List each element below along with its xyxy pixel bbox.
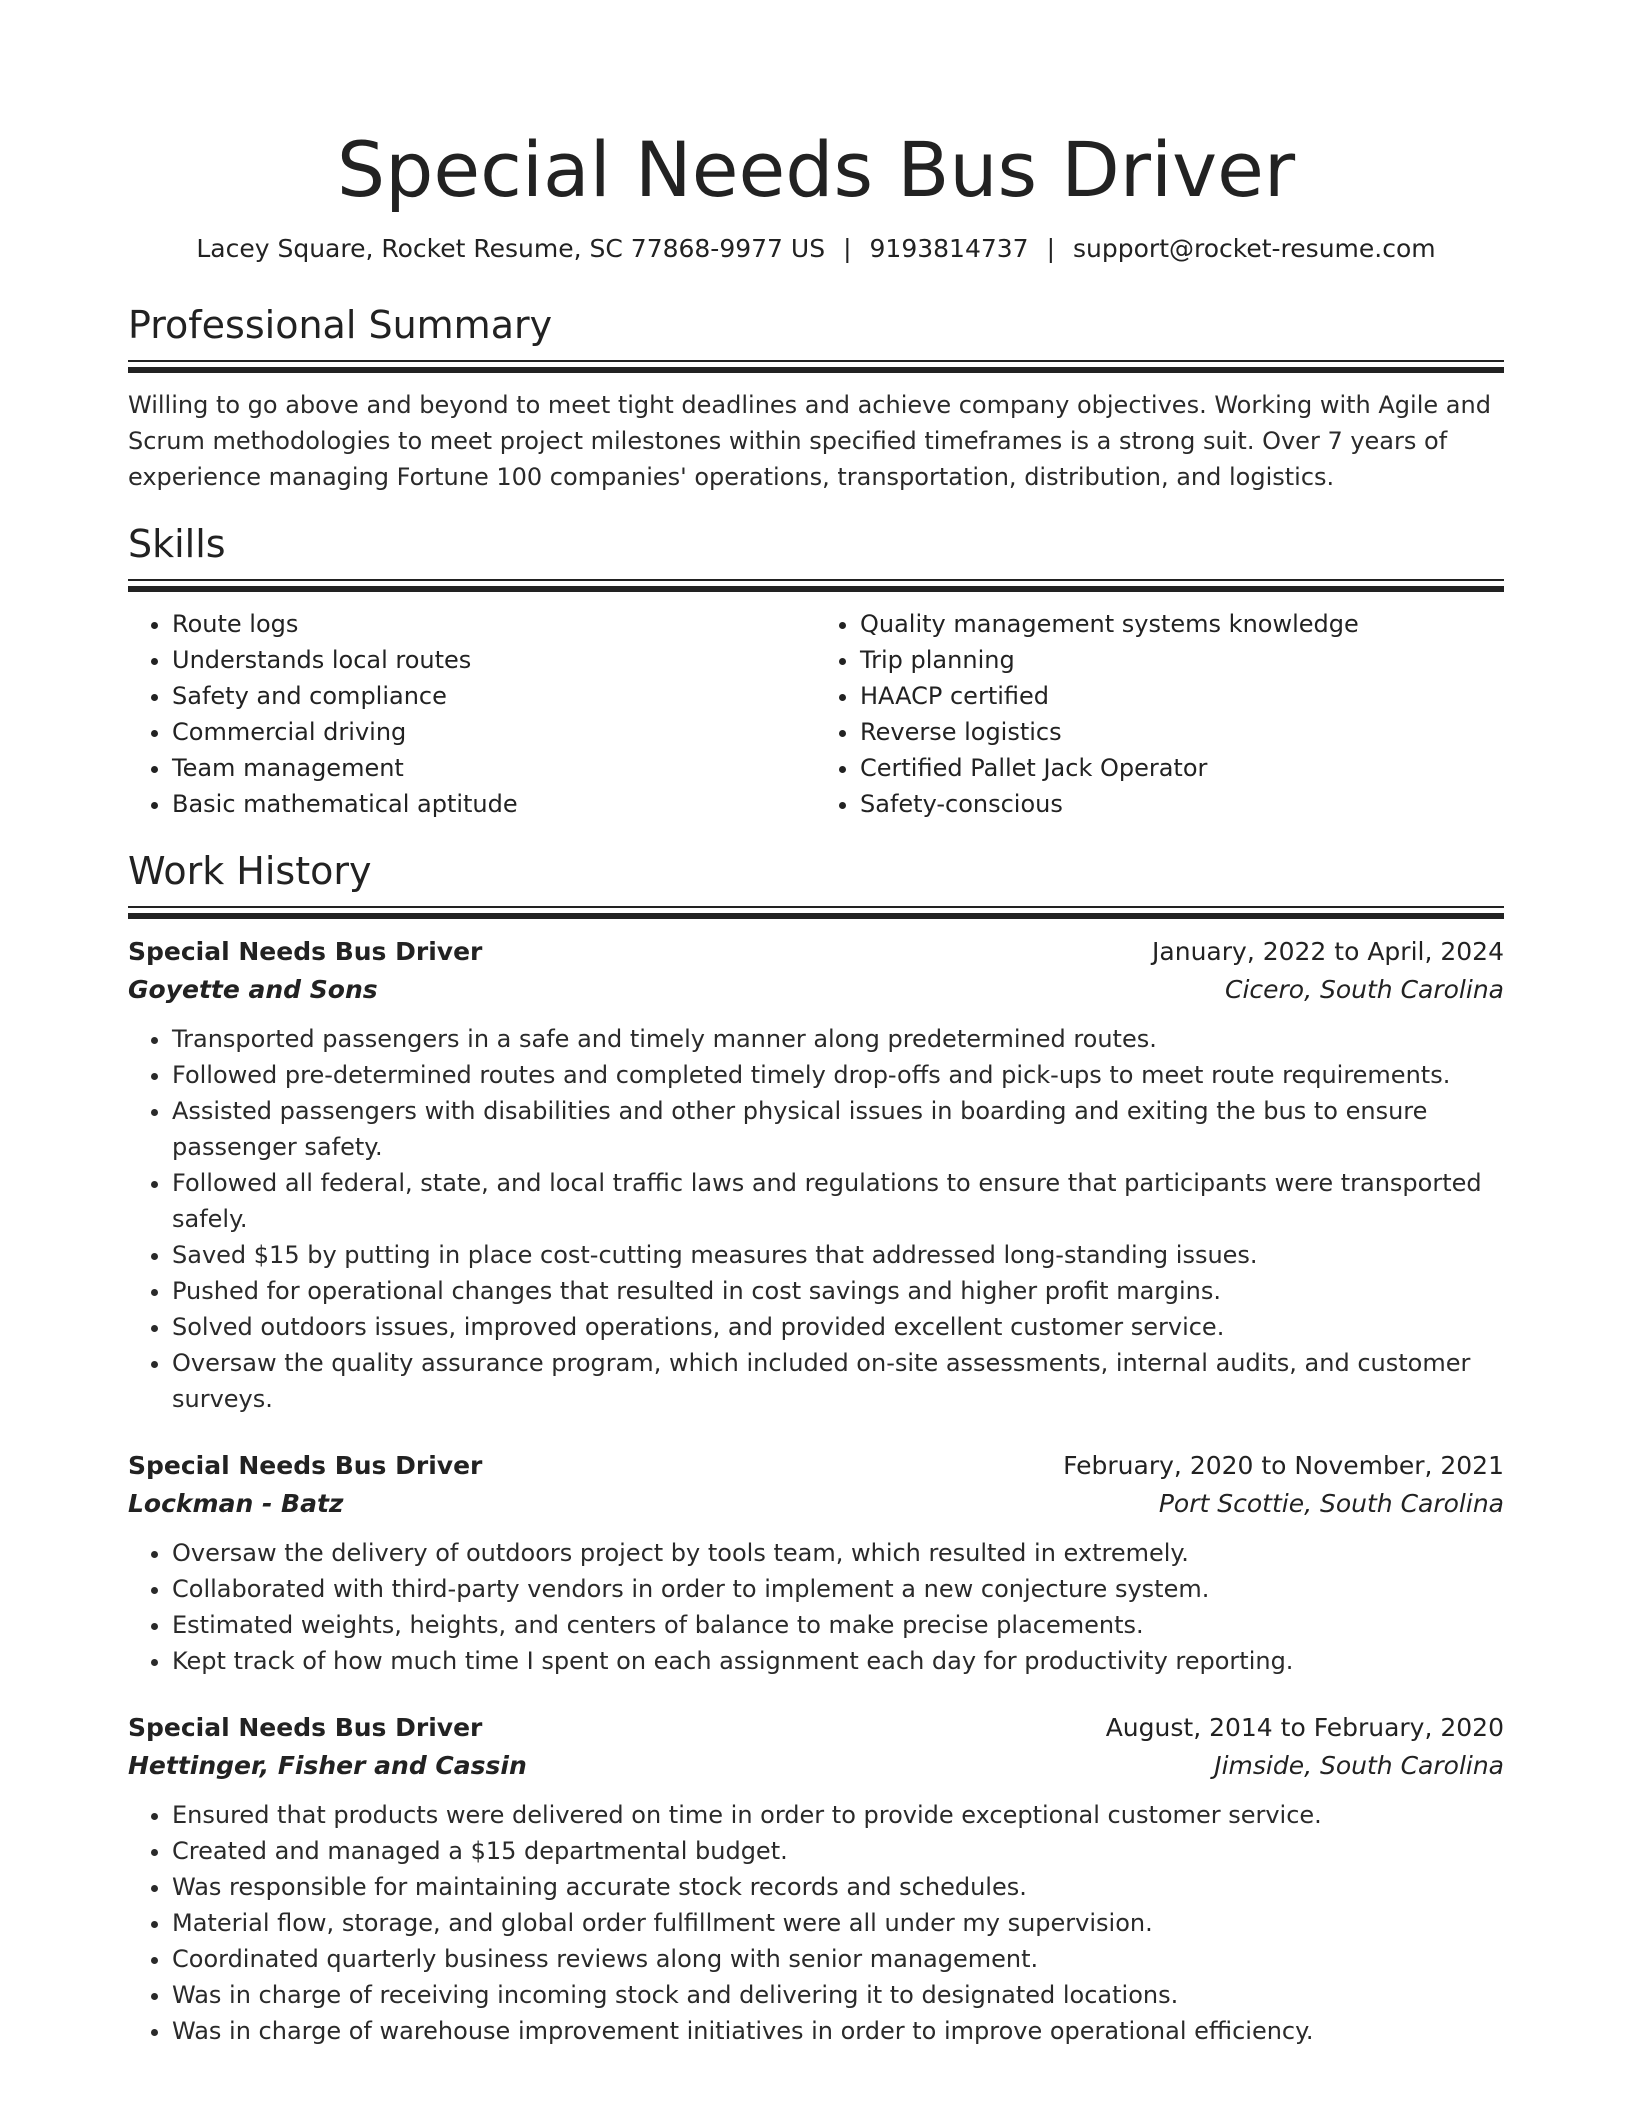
skill-item: • Trip planning: [860, 642, 1504, 678]
job-bullet: • Oversaw the delivery of outdoors project by tools team, which resulted in extremely.: [172, 1535, 1504, 1571]
resume-page: [128, 0, 1504, 2049]
job-location: Jimside, South Carolina: [1214, 1751, 1504, 1780]
job-bullets: [128, 1797, 1504, 2049]
job-header: [128, 933, 1504, 971]
skill-item: • Route logs: [172, 606, 816, 642]
skills-list-right: [816, 606, 1504, 822]
job-title: Special Needs Bus Driver: [128, 1451, 483, 1480]
job-dates: January, 2022 to April, 2024: [1152, 937, 1504, 966]
section-divider: [128, 360, 1504, 373]
job-bullet: • Coordinated quarterly business reviews along with senior management.: [172, 1941, 1504, 1977]
skill-item: • Reverse logistics: [860, 714, 1504, 750]
job-company: Hettinger, Fisher and Cassin: [128, 1751, 527, 1780]
section-divider: [128, 579, 1504, 592]
job-bullet: • Was responsible for maintaining accurate stock records and schedules.: [172, 1869, 1504, 1905]
job-bullet: • Was in charge of warehouse improvement initiatives in order to improve operational efficiency.: [172, 2013, 1504, 2049]
job-bullet: • Created and managed a $15 departmental budget.: [172, 1833, 1504, 1869]
contact-separator: |: [1046, 234, 1056, 263]
summary-section: [128, 300, 1504, 495]
section-title-work-history: Work History: [128, 849, 372, 893]
job-bullet: • Kept track of how much time I spent on each assignment each day for productivity reporting.: [172, 1643, 1504, 1679]
job-location: Cicero, South Carolina: [1224, 975, 1504, 1004]
job-header: [128, 1447, 1504, 1485]
section-divider: [128, 906, 1504, 919]
job-bullet: • Ensured that products were delivered on time in order to provide exceptional customer service.: [172, 1797, 1504, 1833]
work-history-section: [128, 846, 1504, 2049]
job-bullet: • Collaborated with third-party vendors in order to implement a new conjecture system.: [172, 1571, 1504, 1607]
resume-name: Special Needs Bus Driver: [336, 125, 1296, 214]
job-bullet: • Assisted passengers with disabilities and other physical issues in boarding and exiting the bus to ensure passenger safety.: [172, 1093, 1504, 1165]
job-bullet: • Was in charge of receiving incoming stock and delivering it to designated locations.: [172, 1977, 1504, 2013]
section-title-skills: Skills: [128, 522, 226, 566]
contact-phone: 9193814737: [869, 234, 1029, 263]
skill-item: • Quality management systems knowledge: [860, 606, 1504, 642]
job-subheader: [128, 1747, 1504, 1785]
job-bullets: [128, 1021, 1504, 1417]
job-entry: [128, 1709, 1504, 2049]
job-bullets: [128, 1535, 1504, 1679]
job-bullet: • Estimated weights, heights, and centers of balance to make precise placements.: [172, 1607, 1504, 1643]
skill-item: • Certified Pallet Jack Operator: [860, 750, 1504, 786]
job-bullet: • Followed pre-determined routes and completed timely drop-offs and pick-ups to meet route requirements.: [172, 1057, 1504, 1093]
contact-email: support@rocket-resume.com: [1073, 234, 1436, 263]
skills-list-left: [128, 606, 816, 822]
job-entry: [128, 933, 1504, 1417]
skills-columns: [128, 606, 1504, 822]
job-dates: February, 2020 to November, 2021: [1063, 1451, 1504, 1480]
job-bullet: • Oversaw the quality assurance program, which included on-site assessments, internal audits, and customer surveys.: [172, 1345, 1504, 1417]
job-company: Goyette and Sons: [128, 975, 378, 1004]
job-header: [128, 1709, 1504, 1747]
skill-item: • Commercial driving: [172, 714, 816, 750]
skill-item: • Team management: [172, 750, 816, 786]
job-title: Special Needs Bus Driver: [128, 937, 483, 966]
skill-item: • Basic mathematical aptitude: [172, 786, 816, 822]
job-dates: August, 2014 to February, 2020: [1105, 1713, 1504, 1742]
job-company: Lockman - Batz: [128, 1489, 344, 1518]
skill-item: • Safety-conscious: [860, 786, 1504, 822]
job-entry: [128, 1447, 1504, 1679]
job-bullet: • Transported passengers in a safe and timely manner along predetermined routes.: [172, 1021, 1504, 1057]
skill-item: • Safety and compliance: [172, 678, 816, 714]
job-bullet: • Pushed for operational changes that resulted in cost savings and higher profit margins.: [172, 1273, 1504, 1309]
job-subheader: [128, 971, 1504, 1009]
contact-separator: |: [843, 234, 852, 263]
skill-item: • HAACP certified: [860, 678, 1504, 714]
section-title-summary: Professional Summary: [128, 303, 553, 347]
job-location: Port Scottie, South Carolina: [1158, 1489, 1504, 1518]
job-title: Special Needs Bus Driver: [128, 1713, 483, 1742]
job-bullet: • Followed all federal, state, and local traffic laws and regulations to ensure that participants were transported safely.: [172, 1165, 1504, 1237]
job-bullet: • Material flow, storage, and global order fulfillment were all under my supervision.: [172, 1905, 1504, 1941]
summary-text: Willing to go above and beyond to meet tight deadlines and achieve company objectives. Working with Agile and Scrum methodologies to meet project milestones within specified timeframes is a strong suit. Over 7 years of experience managing Fortune 100 companies' operations, transportation, distribution, and logistics.: [128, 391, 1491, 491]
skills-section: [128, 519, 1504, 822]
job-bullet: • Solved outdoors issues, improved operations, and provided excellent customer service.: [172, 1309, 1504, 1345]
job-subheader: [128, 1485, 1504, 1523]
skill-item: • Understands local routes: [172, 642, 816, 678]
job-bullet: • Saved $15 by putting in place cost-cutting measures that addressed long-standing issues.: [172, 1237, 1504, 1273]
contact-address: Lacey Square, Rocket Resume, SC 77868-9977 US: [196, 234, 826, 263]
contact-line: [128, 232, 1504, 266]
